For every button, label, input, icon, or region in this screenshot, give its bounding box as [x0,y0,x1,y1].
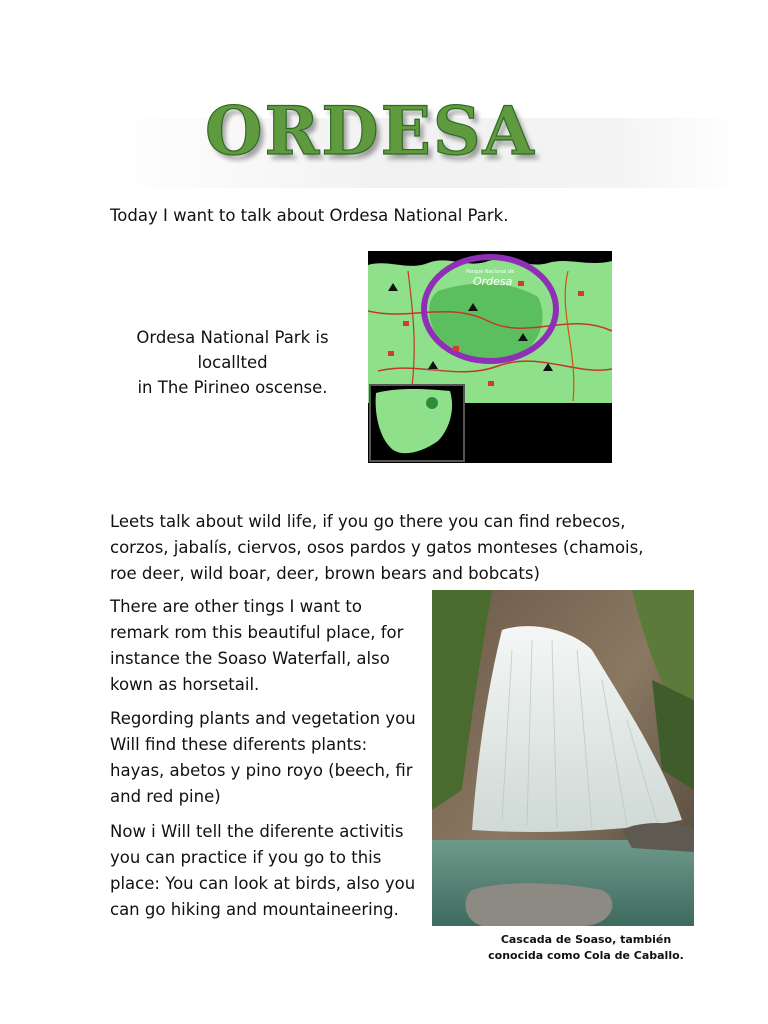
page-title: ORDESA [205,92,536,170]
activities-line: you can practice if you go to this [110,848,382,867]
waterfall-line: There are other tings I want to [110,597,362,616]
activities-paragraph [110,819,425,923]
caption-line: conocida como Cola de Caballo. [488,949,684,962]
park-map-graphic [368,251,612,463]
waterfall-paragraph [110,594,425,698]
waterfall-photo [432,590,694,926]
plants-line: hayas, abetos y pino royo (beech, fir [110,761,413,780]
caption-line: Cascada de Soaso, también [500,933,672,946]
waterfall-photo-graphic [432,590,694,926]
map-sub-label: Parque Nacional de [466,269,515,275]
wildlife-line: roe deer, wild boar, deer, brown bears and bobcats) [110,564,540,583]
photo-caption [478,932,694,964]
waterfall-line: kown as horsetail. [110,675,260,694]
activities-line: place: You can look at birds, also you [110,874,416,893]
location-line: locallted [197,353,268,372]
intro-paragraph: Today I want to talk about Ordesa National Park. [110,206,509,225]
plants-line: Will find these diferents plants: [110,735,368,754]
plants-paragraph [110,706,425,810]
wildlife-line: corzos, jabalís, ciervos, osos pardos y gatos monteses (chamois, [110,538,644,557]
park-map [368,251,612,463]
waterfall-line: instance the Soaso Waterfall, also [110,649,390,668]
location-line: in The Pirineo oscense. [137,378,328,397]
activities-line: Now i Will tell the diferente activitis [110,822,404,841]
location-text [110,325,355,400]
wildlife-line: Leets talk about wild life, if you go there you can find rebecos, [110,512,626,531]
plants-line: Regording plants and vegetation you [110,709,416,728]
location-line: Ordesa National Park is [136,328,329,347]
activities-line: can go hiking and mountaineering. [110,900,399,919]
plants-line: and red pine) [110,787,221,806]
waterfall-line: remark rom this beautiful place, for [110,623,404,642]
wildlife-paragraph [110,509,670,587]
map-title-label: Ordesa [473,275,513,288]
